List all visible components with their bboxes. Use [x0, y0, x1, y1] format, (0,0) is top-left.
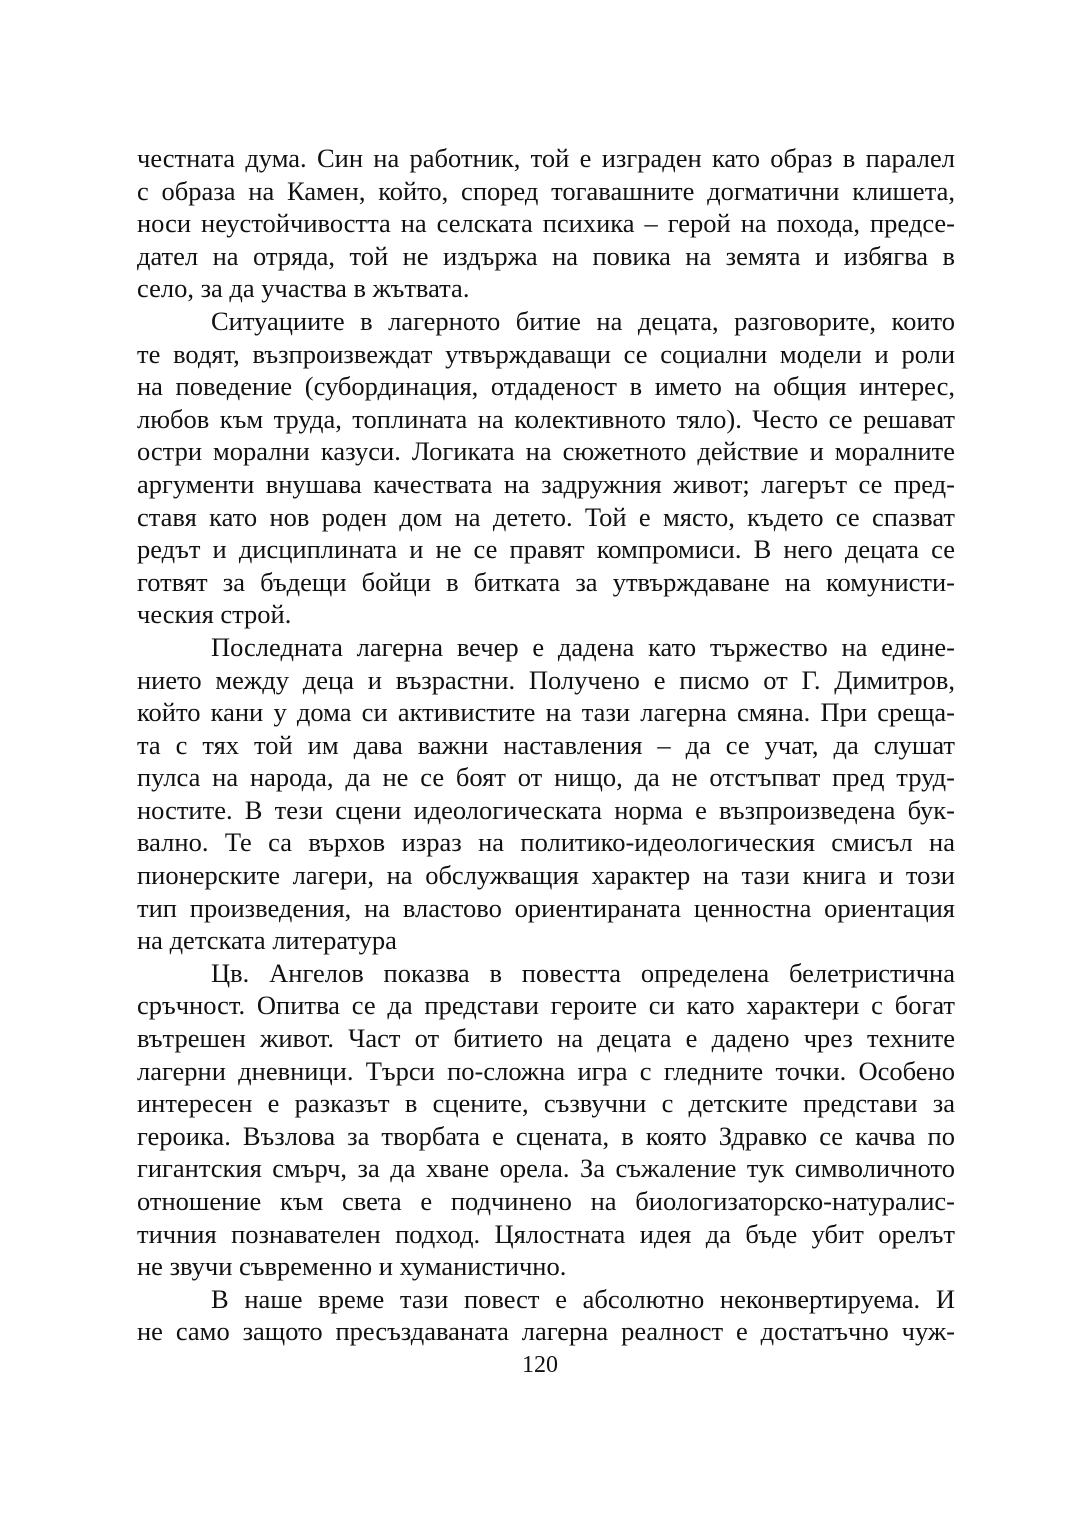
text-line: носи неустойчивостта на селската психика – герой на похода, предсе-	[137, 208, 955, 239]
text-line: героика. Възлова за творбата е сцената, в която Здравко се качва по	[137, 1120, 955, 1151]
text-line: тип произведения, на властово ориентираната ценностна ориентация	[137, 892, 955, 923]
text-line: на поведение (субординация, отдаденост в името на общия интерес,	[137, 371, 955, 402]
text-line: честната дума. Син на работник, той е изграден като образ в паралел	[137, 143, 955, 173]
text-line: редът и дисциплината и не се правят компромиси. В него децата се	[137, 534, 955, 565]
page-number: 120	[522, 1352, 558, 1378]
paragraph-first-line: Ситуациите в лагерното битие на децата, разговорите, които	[211, 305, 955, 336]
text-line: аргументи внушава качествата на задружния живот; лагерът се пред-	[137, 468, 955, 499]
text-line: пулса на народа, да не се боят от нищо, да не отстъпват пред труд-	[137, 762, 955, 793]
text-line: ностите. В тези сцени идеологическата норма е възпроизведена бук-	[137, 794, 955, 825]
text-line: село, за да участва в жътвата.	[137, 273, 470, 304]
text-line: тичния познавателен подход. Цялостната идея да бъде убит орелът	[137, 1218, 955, 1249]
text-line: любов към труда, топлината на колективното тяло). Често се решават	[137, 403, 955, 434]
text-line: лагерни дневници. Търси по-сложна игра с гледните точки. Особено	[137, 1055, 955, 1086]
text-line: с образа на Камен, който, според тогавашните догматични клишета,	[137, 175, 955, 206]
text-line: интересен е разказът в сцените, съзвучни с детските представи за	[137, 1088, 955, 1119]
text-line: гигантския смърч, за да хване орела. За съжаление тук символичното	[137, 1153, 955, 1184]
paragraph-first-line: Последната лагерна вечер е дадена като тържество на едине-	[211, 631, 955, 662]
text-line: който кани у дома си активистите на тази лагерна смяна. При среща-	[137, 697, 955, 728]
text-line: сръчност. Опитва се да представи героите си като характери с богат	[137, 990, 955, 1021]
paragraph-first-line: Цв. Ангелов показва в повестта определена белетристична	[211, 957, 955, 988]
body-text	[137, 142, 955, 1348]
text-line: нието между деца и възрастни. Получено е писмо от Г. Димитров,	[137, 664, 955, 695]
text-line: ставя като нов роден дом на детето. Той е място, където се спазват	[137, 501, 955, 532]
text-line: та с тях той им дава важни наставления – да се учат, да слушат	[137, 729, 955, 760]
text-line: вътрешен живот. Част от битието на децата е дадено чрез техните	[137, 1023, 955, 1054]
text-line: те водят, възпроизвеждат утвърждаващи се социални модели и роли	[137, 338, 955, 369]
text-line: ческия строй.	[137, 599, 292, 630]
text-line: на детската литература	[137, 925, 397, 956]
text-line: остри морални казуси. Логиката на сюжетното действие и моралните	[137, 436, 955, 467]
text-line: дател на отряда, той не издържа на повика на земята и избягва в	[137, 240, 955, 271]
text-line: не само защото пресъздаваната лагерна реалност е достатъчно чуж-	[137, 1316, 955, 1347]
text-line: готвят за бъдещи бойци в битката за утвърждаване на комунисти-	[137, 566, 955, 597]
text-line: отношение към света е подчинено на биологизаторско-натуралис-	[137, 1186, 955, 1216]
text-line: вално. Те са върхов израз на политико-идеологическия смисъл на	[137, 827, 955, 858]
paragraph-first-line: В наше време тази повест е абсолютно неконвертируема. И	[211, 1283, 955, 1314]
text-line: пионерските лагери, на обслужващия характер на тази книга и този	[137, 860, 955, 891]
text-line: не звучи съвременно и хуманистично.	[137, 1251, 567, 1282]
